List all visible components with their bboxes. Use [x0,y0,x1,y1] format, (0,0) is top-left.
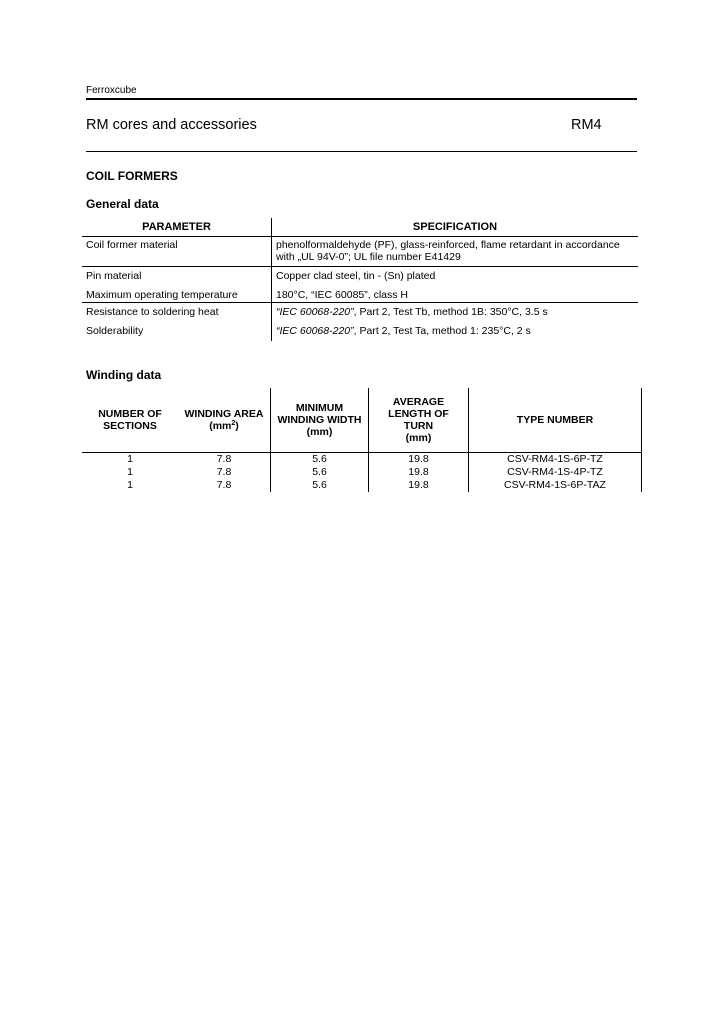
table-row [82,303,638,320]
width-cell: 5.6 [271,453,369,467]
spec-cell [272,303,639,320]
param-cell: Resistance to soldering heat [82,303,272,320]
param-cell: Coil former material [82,237,272,267]
length-cell: 19.8 [369,479,469,492]
width-cell: 5.6 [271,479,369,492]
specification-header: SPECIFICATION [272,218,639,237]
sections-cell: 1 [127,479,133,491]
type-number-header: TYPE NUMBER [469,388,642,453]
header-text: NUMBER OF [98,408,162,420]
header-text: SECTIONS [103,420,157,432]
spec-text: with „UL 94V-0”; UL file number E41429 [276,251,461,263]
param-cell: Maximum operating temperature [82,283,272,303]
spec-cell: Copper clad steel, tin - (Sn) plated [276,270,436,282]
area-cell: 7.8 [178,479,271,492]
sections-header [82,388,178,453]
spec-cell [272,319,639,341]
type-cell: CSV-RM4-1S-6P-TAZ [469,479,642,492]
area-cell: 7.8 [178,453,271,467]
type-cell: CSV-RM4-1S-4P-TZ [469,466,642,479]
length-cell: 19.8 [369,453,469,467]
header-text: (mm [209,420,232,432]
table-row [82,453,642,467]
section-title: COIL FORMERS [86,169,178,183]
standard-ref: “IEC 60068-220” [276,306,354,318]
header-rule-bottom [86,151,637,152]
param-cell: Pin material [82,267,272,284]
document-code: RM4 [571,117,602,133]
general-data-heading: General data [86,197,159,211]
parameter-header: PARAMETER [82,218,272,237]
header-text: (mm) [306,426,333,438]
table-header-row [82,388,642,453]
header-text: AVERAGE [392,396,445,408]
header-text: TURN [403,420,434,432]
table-row [82,466,642,479]
document-title: RM cores and accessories [86,117,257,133]
spec-cell: 180°C, “IEC 60085”, class H [272,283,639,303]
sections-cell: 1 [127,453,133,465]
brand-name: Ferroxcube [86,85,137,96]
winding-data-table [82,388,642,492]
width-cell: 5.6 [271,466,369,479]
general-data-table [82,218,638,341]
header-text: MINIMUM [295,402,344,414]
header-text: (mm) [405,432,432,444]
spec-cell [272,237,639,267]
table-header-row [82,218,638,237]
header-text: WINDING WIDTH [277,414,362,426]
type-cell: CSV-RM4-1S-6P-TZ [469,453,642,467]
standard-ref: “IEC 60068-220” [276,325,354,337]
length-of-turn-header [369,388,469,453]
param-cell: Solderability [82,319,272,341]
header-rule-top [86,98,637,100]
header-text: ) [235,420,239,432]
table-row [82,237,638,267]
table-row [82,479,642,492]
table-row [82,319,638,341]
length-cell: 19.8 [369,466,469,479]
area-cell: 7.8 [178,466,271,479]
sections-cell: 1 [127,466,133,478]
winding-data-heading: Winding data [86,368,162,382]
header-text: WINDING AREA [184,408,264,420]
superscript: 2 [231,420,236,427]
winding-width-header [271,388,369,453]
table-row [82,267,638,284]
spec-text: phenolformaldehyde (PF), glass-reinforced, flame retardant in accordance [276,239,620,251]
winding-area-header [178,388,271,453]
table-row [82,283,638,303]
header-text: LENGTH OF [388,408,449,420]
spec-text: , Part 2, Test Tb, method 1B: 350°C, 3.5 s [353,306,548,318]
spec-text: , Part 2, Test Ta, method 1: 235°C, 2 s [353,325,531,337]
